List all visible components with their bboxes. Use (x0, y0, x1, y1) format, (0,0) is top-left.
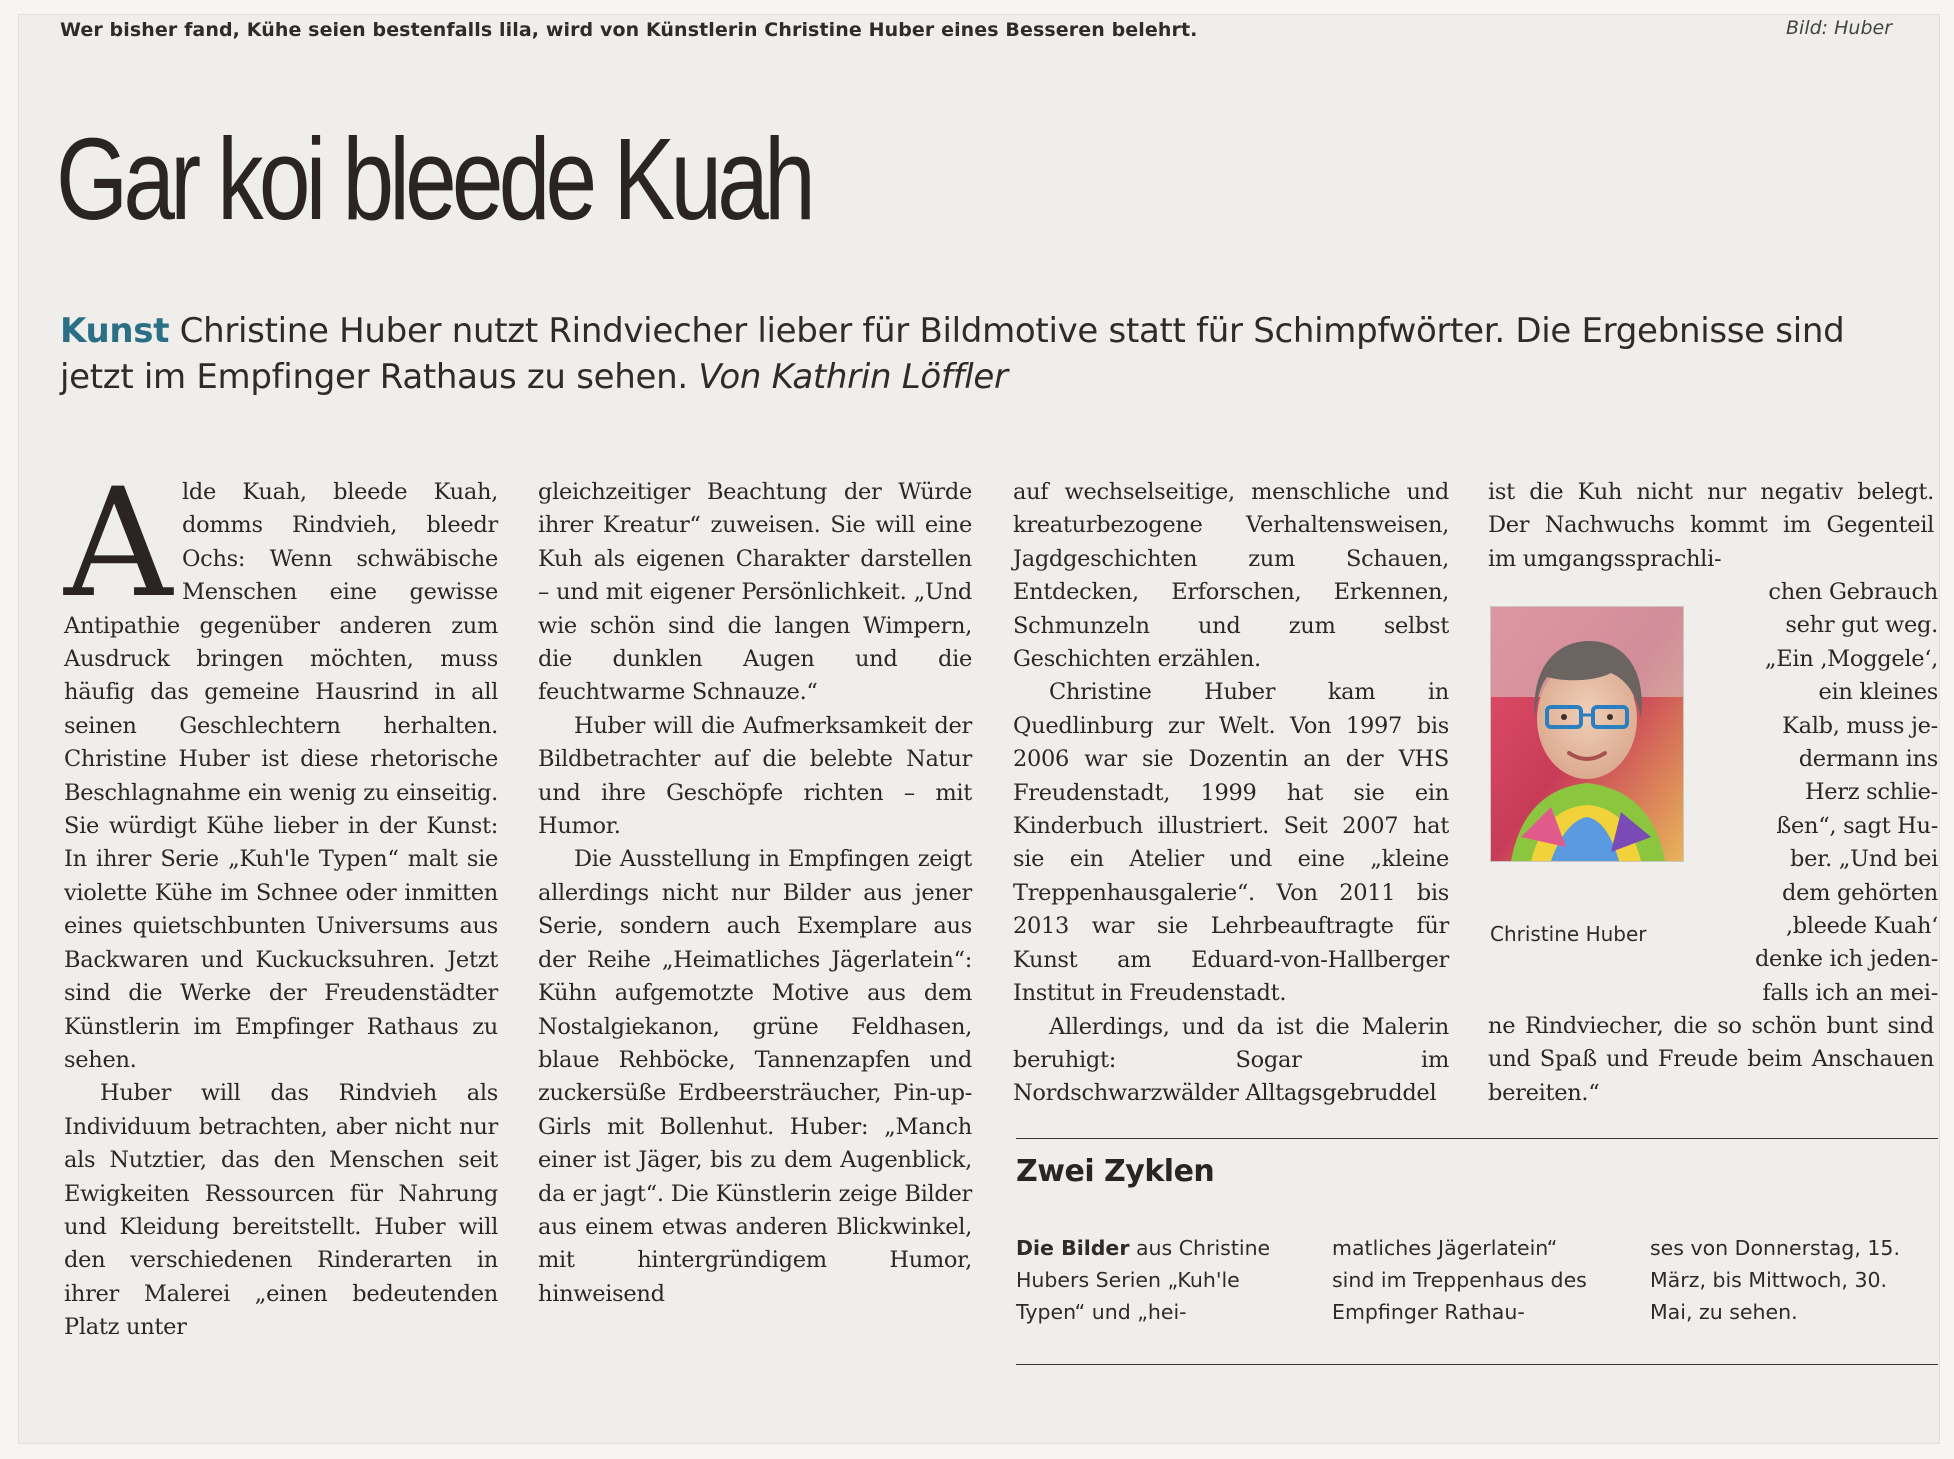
infobox-column-3: ses von Donnerstag, 15. März, bis Mittwoch, 30. Mai, zu sehen. (1650, 1236, 1900, 1324)
portrait-photo (1490, 606, 1684, 862)
article-column-3 (1013, 476, 1449, 1111)
paragraph: Allerdings, und da ist die Malerin beruhigt: Sogar im Nordschwarzwälder Alltagsgebruddel (1013, 1013, 1449, 1107)
paragraph: auf wechselseitige, menschliche und kreaturbezogene Verhaltensweisen, Jagdgeschichten zum Schauen, Entdecken, Erforschen, Erkennen, Schmunzeln und zum selbst Geschichten erzählen. (1013, 479, 1449, 673)
deck-kicker: Kunst (60, 311, 170, 351)
deck (60, 308, 1880, 400)
text-line: ‚bleede Kuah‘ (1785, 913, 1938, 940)
paragraph: gleichzeitiger Beachtung der Würde ihrer Kreatur“ zuweisen. Sie will eine Kuh als eigenen Charakter darstellen – und mit eigener Persönlichkeit. „Und wie schön sind die langen Wimpern, die dunklen Augen und die feuchtwarme Schnauze.“ (538, 479, 972, 706)
paragraph: lde Kuah, bleede Kuah, domms Rindvieh, bleedr Ochs: Wenn schwäbische Menschen eine gewisse Antipathie gegenüber anderen zum Ausdruck bringen möchten, muss häufig das gemeine Hausrind in all seinen Geschlechtern herhalten. Christine Huber ist diese rhetorische Beschlagnahme ein wenig zu einseitig. Sie würdigt Kühe lieber in der Kunst: In ihrer Serie „Kuh'le Typen“ malt sie violette Kühe im Schnee oder inmitten eines quietschbunten Universums aus Backwaren und Kuckucksuhren. Jetzt sind die Werke der Freudenstädter Künstlerin im Empfinger Rathaus zu sehen. (64, 479, 498, 1073)
text-line: ßen“, sagt Hu- (1776, 812, 1938, 839)
drop-cap: A (64, 457, 173, 631)
deck-text: Christine Huber nutzt Rindviecher lieber für Bildmotive statt für Schimpfwörter. Die Ergebnisse sind jetzt im Empfinger Rathaus zu sehen. (60, 311, 1845, 397)
article-column-1 (64, 457, 498, 1345)
article-column-4 (1488, 476, 1934, 576)
infobox-top-rule (1016, 1138, 1938, 1139)
infobox-column-2: matliches Jägerlatein“ sind im Treppenhaus des Empfinger Rathau- (1332, 1236, 1587, 1324)
article-column-4-end (1488, 1010, 1934, 1110)
text-line: falls ich an mei- (1762, 979, 1938, 1006)
newspaper-clipping (18, 14, 1940, 1444)
paragraph: Huber will das Rindvieh als Individuum betrachten, aber nicht nur als Nutztier, das den Menschen seit Ewigkeiten Ressourcen für Nahrung und Kleidung bereitstellt. Huber will den verschiedenen Rinderarten in ihrer Malerei „einen bedeutenden Platz unter (64, 1080, 498, 1341)
text-line: „Ein ‚Moggele‘, (1764, 645, 1938, 672)
infobox-column-1 (1016, 1232, 1288, 1328)
text-line: Herz schlie- (1804, 779, 1938, 806)
paragraph: ne Rindviecher, die so schön bunt sind und Spaß und Freude beim Anschauen bereiten.“ (1488, 1013, 1934, 1106)
text-line: sehr gut weg. (1785, 612, 1938, 639)
image-credit: Bild: Huber (1786, 17, 1892, 39)
text-line: dermann ins (1798, 746, 1938, 773)
text-line: ber. „Und bei (1790, 846, 1938, 873)
portrait-caption: Christine Huber (1490, 922, 1647, 946)
paragraph: Christine Huber kam in Quedlinburg zur Welt. Von 1997 bis 2006 war sie Dozentin an der VHS Freudenstadt, 1999 hat sie ein Kinderbuch illustriert. Seit 2007 hat sie ein Atelier und eine „kleine Treppenhausgalerie“. Von 2011 bis 2013 war sie Lehrbeauftragte für Kunst am Eduard-von-Hallberger Institut in Freudenstadt. (1013, 679, 1449, 1007)
infobox-title: Zwei Zyklen (1016, 1154, 1215, 1189)
article-column-2 (538, 476, 972, 1311)
text-line: ein kleines (1818, 679, 1938, 706)
article-column-4-wrap (1716, 576, 1938, 1010)
paragraph: ist die Kuh nicht nur negativ belegt. Der Nachwuchs kommt im Gegenteil im umgangssprachli- (1488, 479, 1934, 572)
headline: Gar koi bleede Kuah (56, 114, 811, 244)
text-line: dem gehörten (1782, 879, 1938, 906)
text-line: denke ich jeden- (1754, 946, 1938, 973)
deck-author: Von Kathrin Löffler (698, 357, 1008, 397)
text-line: Kalb, muss je- (1782, 712, 1938, 739)
infobox-bottom-rule (1016, 1364, 1938, 1365)
photo-caption-line: Wer bisher fand, Kühe seien bestenfalls lila, wird von Künstlerin Christine Huber eines Besseren belehrt. (60, 19, 1198, 41)
infobox-text: aus Christine Hubers Serien „Kuh'le Typen“ und „hei- (1016, 1236, 1271, 1324)
text-line: chen Gebrauch (1768, 579, 1938, 605)
paragraph: Huber will die Aufmerksamkeit der Bildbetrachter auf die belebte Natur und ihre Geschöpfe richten – mit Humor. (538, 712, 972, 840)
infobox-lead: Die Bilder (1016, 1236, 1130, 1260)
paragraph: Die Ausstellung in Empfingen zeigt allerdings nicht nur Bilder aus jener Serie, sondern auch Exemplare aus der Reihe „Heimatliches Jägerlatein“: Kühn aufgemotzte Motive aus dem Nostalgiekanon, grüne Feldhasen, blaue Rehböcke, Tannenzapfen und zuckersüße Erdbeersträucher, Pin-up-Girls mit Bollenhut. Huber: „Manch einer ist Jäger, bis zu dem Augenblick, da er jagt“. Die Künstlerin zeige Bilder aus einem etwas anderen Blickwinkel, mit hintergründigem Humor, hinweisend (538, 846, 972, 1307)
